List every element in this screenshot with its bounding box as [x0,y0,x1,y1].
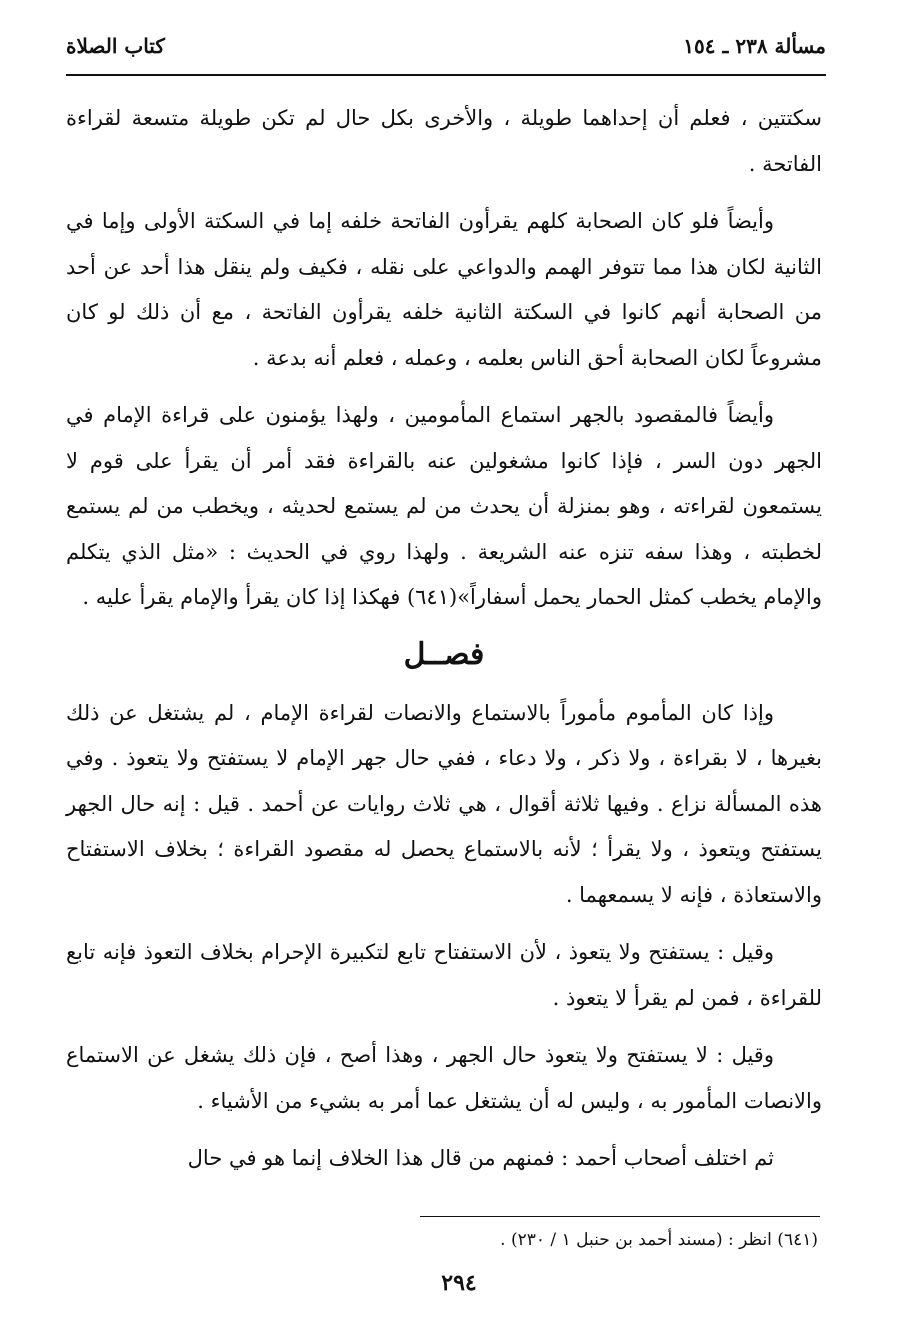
paragraph: وإذا كان المأموم مأموراً بالاستماع والانصات لقراءة الإمام ، لم يشتغل عن ذلك بغيرها ، لا بقراءة ، ولا ذكر ، ولا دعاء ، ففي حال جهر الإمام لا يستفتح ولا يتعوذ . وفي هذه المسألة نزاع . وفيها ثلاثة أقوال ، هي ثلاث روايات عن أحمد . قيل : إنه حال الجهر يستفتح ويتعوذ ، ولا يقرأ ؛ لأنه بالاستماع يحصل له مقصود القراءة ؛ بخلاف الاستفتاح والاستعاذة ، فإنه لا يسمعهما . [66,700,822,907]
paragraph: وأيضاً فلو كان الصحابة كلهم يقرأون الفاتحة خلفه إما في السكتة الأولى وإما في الثانية لكان هذا مما تتوفر الهمم والدواعي على نقله ، فكيف ولم ينقل هذا أحد عن أحد من الصحابة أنهم كانوا في السكتة الثانية خلفه يقرأون الفاتحة ، مع أن ذلك لو كان مشروعاً لكان الصحابة أحق الناس بعلمه ، وعمله ، فعلم أنه بدعة . [66,209,822,370]
running-header [66,30,826,70]
page-number: ٢٩٤ [441,1270,477,1296]
footnote: (٦٤١) انظر : (مسند أحمد بن حنبل ١ / ٢٣٠) . [500,1230,818,1250]
paragraph: وقيل : يستفتح ولا يتعوذ ، لأن الاستفتاح تابع لتكبيرة الإحرام بخلاف التعوذ فإنه تابع للقراءة ، فمن لم يقرأ لا يتعوذ . [66,940,822,1010]
paragraph-continuation: سكتتين ، فعلم أن إحداهما طويلة ، والأخرى بكل حال لم تكن طويلة متسعة لقراءة الفاتحة . [66,106,822,176]
section-number: مسألة ٢٣٨ ـ ١٥٤ [683,34,826,58]
section-heading: فصــل [403,636,485,672]
book-title: كتاب الصلاة [66,34,165,58]
paragraph: وقيل : لا يستفتح ولا يتعوذ حال الجهر ، وهذا أصح ، فإن ذلك يشغل عن الاستماع والانصات المأمور به ، وليس له أن يشتغل عما أمر به بشيء من الأشياء . [66,1043,822,1113]
header-divider [66,74,826,76]
paragraph: ثم اختلف أصحاب أحمد : فمنهم من قال هذا الخلاف إنما هو في حال [187,1146,774,1170]
main-text [66,96,822,1194]
paragraph: وأيضاً فالمقصود بالجهر استماع المأمومين ، ولهذا يؤمنون على قراءة الإمام في الجهر دون السر ، فإذا كانوا مشغولين عنه بالقراءة فقد أمر أن يقرأ على قوم لا يستمعون لقراءته ، وهو بمنزلة أن يحدث من لم يستمع لحديثه ، ويخطب من لم يستمع لخطبته ، وهذا سفه تنزه عنه الشريعة . ولهذا روي في الحديث : «مثل الذي يتكلم والإمام يخطب كمثل الحمار يحمل أسفاراً»(٦٤١) فهكذا إذا كان يقرأ والإمام يقرأ عليه . [66,403,822,609]
footnote-divider [420,1216,820,1217]
